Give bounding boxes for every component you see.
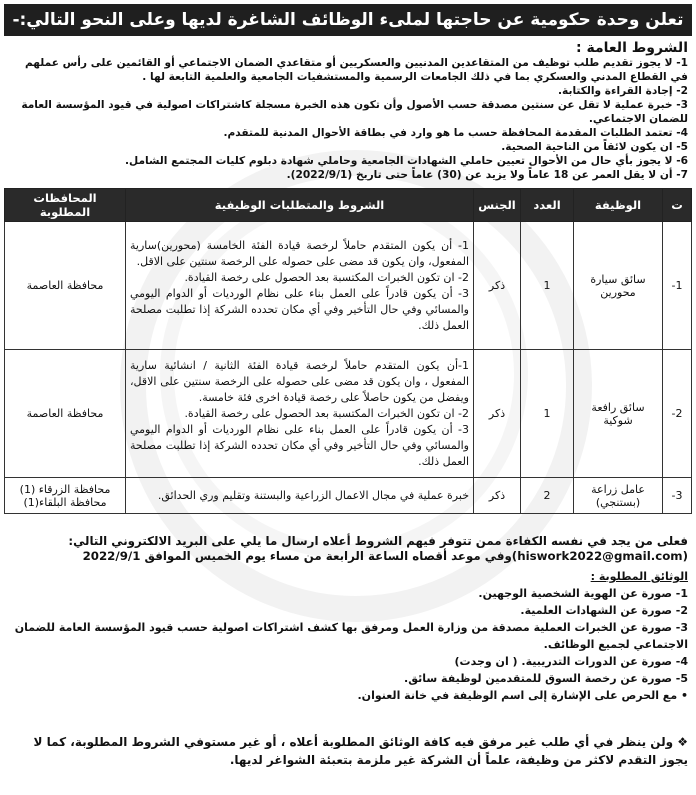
row-count: 1 — [521, 350, 574, 478]
row-job: عامل زراعة (بستنجي) — [574, 478, 663, 514]
row-job: سائق سيارة محورين — [574, 222, 663, 350]
condition-item: 3- خبرة عملية لا تقل عن سنتين مصدقة حسب الأصول وأن تكون هذه الخبرة مسجلة كاشتراكات اصولية في قيود المؤسسة العامة للضمان الاجتماعي. — [21, 99, 688, 125]
document-item: 1- صورة عن الهوية الشخصية الوجهين. — [478, 587, 688, 600]
general-conditions — [8, 40, 688, 182]
row-no: 2- — [663, 350, 692, 478]
condition-item: 5- ان يكون لائقاً من الناحية الصحية. — [501, 141, 688, 153]
application-notice — [8, 534, 688, 564]
row-no: 1- — [663, 222, 692, 350]
header-count: العدد — [521, 189, 574, 222]
row-governorates: محافظة العاصمة — [5, 350, 126, 478]
document-item: • مع الحرص على الإشارة إلى اسم الوظيفة في خانة العنوان. — [357, 689, 688, 702]
row-governorates: محافظة العاصمة — [5, 222, 126, 350]
row-gender: ذكر — [474, 222, 521, 350]
row-gender: ذكر — [474, 478, 521, 514]
governorate-item: محافظة الزرقاء (1) — [19, 482, 111, 496]
requirement-item: خبرة عملية في مجال الاعمال الزراعية والبستنة وتقليم وري الحدائق. — [157, 488, 469, 502]
notice-line-2 — [8, 549, 688, 564]
header-gender: الجنس — [474, 189, 521, 222]
jobs-table — [4, 188, 692, 514]
general-conditions-list — [8, 56, 688, 182]
announcement-banner: تعلن وحدة حكومية عن حاجتها لملىء الوظائف الشاغرة لديها وعلى النحو التالي:- — [4, 4, 692, 36]
condition-item: 2- إجادة القراءة والكتابة. — [558, 85, 688, 97]
row-no: 3- — [663, 478, 692, 514]
notice-line-1: فعلى من يجد في نفسه الكفاءة ممن تتوفر فيهم الشروط أعلاه ارسال ما يلي على البريد الالكتروني التالي: — [68, 534, 688, 548]
row-count: 1 — [521, 222, 574, 350]
row-requirements — [126, 350, 474, 478]
row-job: سائق رافعة شوكية — [574, 350, 663, 478]
condition-item: 7- أن لا يقل العمر عن 18 عاماً ولا يزيد عن (30) عاماً حتى تاريخ (2022/9/1). — [286, 169, 688, 181]
table-row — [5, 478, 692, 514]
document-item: 2- صورة عن الشهادات العلمية. — [520, 604, 688, 617]
email-link[interactable]: (hiswork2022@gmail.com) — [511, 549, 688, 563]
table-header-row — [5, 189, 692, 222]
table-row — [5, 350, 692, 478]
documents-title: الوثائق المطلوبة : — [590, 570, 688, 583]
row-requirements — [126, 478, 474, 514]
governorate-item: محافظة البلقاء(1) — [23, 495, 107, 509]
row-governorates — [5, 478, 126, 514]
requirement-item: 2- ان تكون الخبرات المكتسبة بعد الحصول على رخصة القيادة. — [184, 270, 469, 284]
requirement-item: 1-أن يكون المتقدم حاملاً لرخصة قيادة الفئة الثانية / انشائية سارية المفعول ، وان يكون قد مضى على حصوله على الرخصة سنتين على الاقل، ويفضل من يكون حاصلاً على رخصة قيادة اخرى فئة خامسة. — [130, 358, 469, 404]
requirement-item: 1- أن يكون المتقدم حاملاً لرخصة قيادة الفئة الخامسة (محورين)سارية المفعول، وان يكون قد مضى على حصوله على الرخصة سنتين على الاقل. — [130, 238, 469, 268]
requirement-item: 3- أن يكون قادراً على العمل بناء على نظام الورديات أو الدوام اليومي والمسائي وفي حال التأخير وفي أي مكان تحدده الشركة إذا تطلبت مصلحة العمل ذلك. — [130, 422, 469, 468]
header-job: الوظيفة — [574, 189, 663, 222]
document-item: 3- صورة عن الخبرات العملية مصدقة من وزارة العمل ومرفق بها كشف اشتراكات اصولية حسب قيود المؤسسة العامة للضمان الاجتماعي لجميع الوظائف. — [14, 621, 688, 651]
condition-item: 6- لا يجوز بأي حال من الأحوال تعيين حاملي الشهادات الجامعية وحاملي شهادة دبلوم كليات المجتمع الشامل. — [124, 155, 688, 167]
deadline-text: وفي موعد أقصاه الساعة الرابعة من مساء يوم الخميس الموافق 2022/9/1 — [82, 549, 512, 563]
table-row — [5, 222, 692, 350]
final-note: ❖ ولن ينظر في أي طلب غير مرفق فيه كافة الوثائق المطلوبة أعلاه ، أو غير مستوفي الشروط المطلوبة، كما لا يجوز التقدم لاكثر من وظيفة، علماً أن الشركة غير ملزمة بتعبئة الشواغر لديها. — [33, 735, 688, 767]
header-no: ت — [663, 189, 692, 222]
general-conditions-title: الشروط العامة : — [576, 40, 688, 56]
header-requirements: الشروط والمتطلبات الوظيفية — [126, 189, 474, 222]
document-item: 5- صورة عن رخصة السوق للمتقدمين لوظيفة سائق. — [404, 672, 688, 685]
document-item: 4- صورة عن الدورات التدريبية. ( ان وجدت) — [454, 655, 688, 668]
condition-item: 1- لا يجوز تقديم طلب توظيف من المتقاعدين المدنيين والعسكريين أو متقاعدي الضمان الاجتماعي أو القائمين على رأس عملهم في القطاع المدني والعسكري بما في ذلك الجامعات الرسمية والمستشفيات الجامعية والعلمية التابعة لها . — [25, 57, 688, 83]
row-count: 2 — [521, 478, 574, 514]
header-governorates: المحافظات المطلوبة — [5, 189, 126, 222]
requirement-item: 3- أن يكون قادراً على العمل بناء على نظام الورديات أو الدوام اليومي والمسائي وفي حال التأخير وفي أي مكان تحدده الشركة إذا تطلبت مصلحة العمل ذلك. — [130, 286, 469, 332]
row-gender: ذكر — [474, 350, 521, 478]
requirement-item: 2- ان تكون الخبرات المكتسبة بعد الحصول على رخصة القيادة. — [184, 406, 469, 420]
condition-item: 4- تعتمد الطلبات المقدمة المحافظة حسب ما هو وارد في بطاقة الأحوال المدنية للمتقدم. — [223, 127, 688, 139]
required-documents — [8, 568, 688, 704]
row-requirements — [126, 222, 474, 350]
